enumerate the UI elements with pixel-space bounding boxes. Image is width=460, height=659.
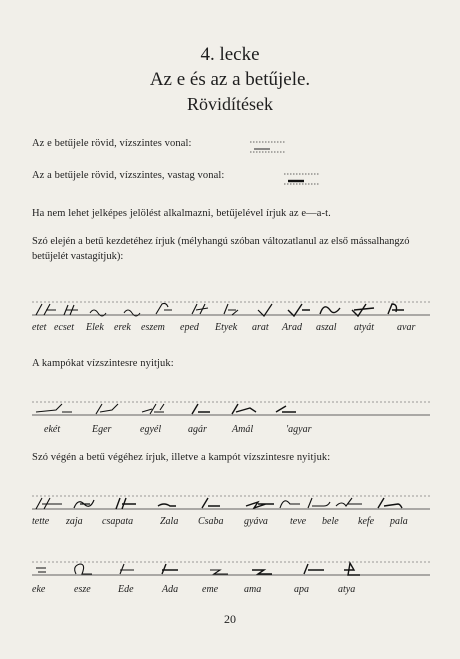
shorthand-strip-3 xyxy=(32,492,430,514)
example-words-2 xyxy=(32,424,432,438)
section-title: Rövidítések xyxy=(187,94,273,114)
example-word: teve xyxy=(290,516,307,527)
example-words-4 xyxy=(32,584,432,598)
a-sign-sample xyxy=(282,172,322,186)
example-word: Csaba xyxy=(198,516,224,527)
e-sign-sample xyxy=(248,140,288,154)
example-word: eszem xyxy=(141,322,165,333)
example-words-1 xyxy=(32,322,432,336)
shorthand-strip-4 xyxy=(32,558,430,580)
example-word: apa xyxy=(294,584,309,595)
rule-a-sign: Az a betűjele rövid, vízszintes, vastag vonal: xyxy=(32,170,225,181)
page-number: 20 xyxy=(224,612,236,626)
example-word: avar xyxy=(397,322,416,333)
example-word: agár xyxy=(188,424,207,435)
example-word: arat xyxy=(252,322,269,333)
example-word: aszal xyxy=(316,322,337,333)
example-word: kefe xyxy=(358,516,375,527)
example-word: Eger xyxy=(92,424,112,435)
rule-word-end: Szó végén a betű végéhez írjuk, illetve a kampót vízszintesre nyitjuk: xyxy=(32,452,331,463)
example-word: Etyek xyxy=(215,322,238,333)
example-word: ecset xyxy=(54,322,74,333)
lesson-title: 4. lecke xyxy=(200,44,260,65)
rule-hooks: A kampókat vízszintesre nyitjuk: xyxy=(32,358,174,369)
example-word: pala xyxy=(390,516,408,527)
example-word: etet xyxy=(32,322,47,333)
example-word: bele xyxy=(322,516,339,527)
example-word: zaja xyxy=(66,516,83,527)
example-word: Elek xyxy=(86,322,104,333)
example-word: tette xyxy=(32,516,50,527)
example-word: gyáva xyxy=(244,516,268,527)
example-word: eke xyxy=(32,584,46,595)
shorthand-strip-1 xyxy=(32,298,430,320)
example-word: esze xyxy=(74,584,91,595)
example-word: erek xyxy=(114,322,131,333)
lesson-subtitle: Az e és az a betűjele. xyxy=(149,69,311,90)
example-word: eped xyxy=(180,322,199,333)
example-word: egyél xyxy=(140,424,162,435)
example-word: Zala xyxy=(160,516,179,527)
example-word: ama xyxy=(244,584,262,595)
rule-e-sign: Az e betűjele rövid, vízszintes vonal: xyxy=(32,138,192,149)
example-word: atyát xyxy=(354,322,374,333)
example-word: eme xyxy=(202,584,219,595)
example-word: ekét xyxy=(44,424,61,435)
example-word: Amál xyxy=(232,424,254,435)
shorthand-strip-2 xyxy=(32,398,430,420)
example-word: Ede xyxy=(118,584,134,595)
example-word: csapata xyxy=(102,516,134,527)
rule-word-start: Szó elején a betű kezdetéhez írjuk (mélyhangú szóban változatlanul az első mássalhangzó betűjelét vastagítjuk): xyxy=(32,236,410,262)
example-word: Ada xyxy=(162,584,179,595)
rule-fallback: Ha nem lehet jelképes jelölést alkalmazni, betűjelével írjuk az e—a-t. xyxy=(32,208,331,219)
example-words-3 xyxy=(32,516,432,530)
example-word: Arad xyxy=(282,322,302,333)
example-word: 'agyar xyxy=(286,424,312,435)
example-word: atya xyxy=(338,584,356,595)
